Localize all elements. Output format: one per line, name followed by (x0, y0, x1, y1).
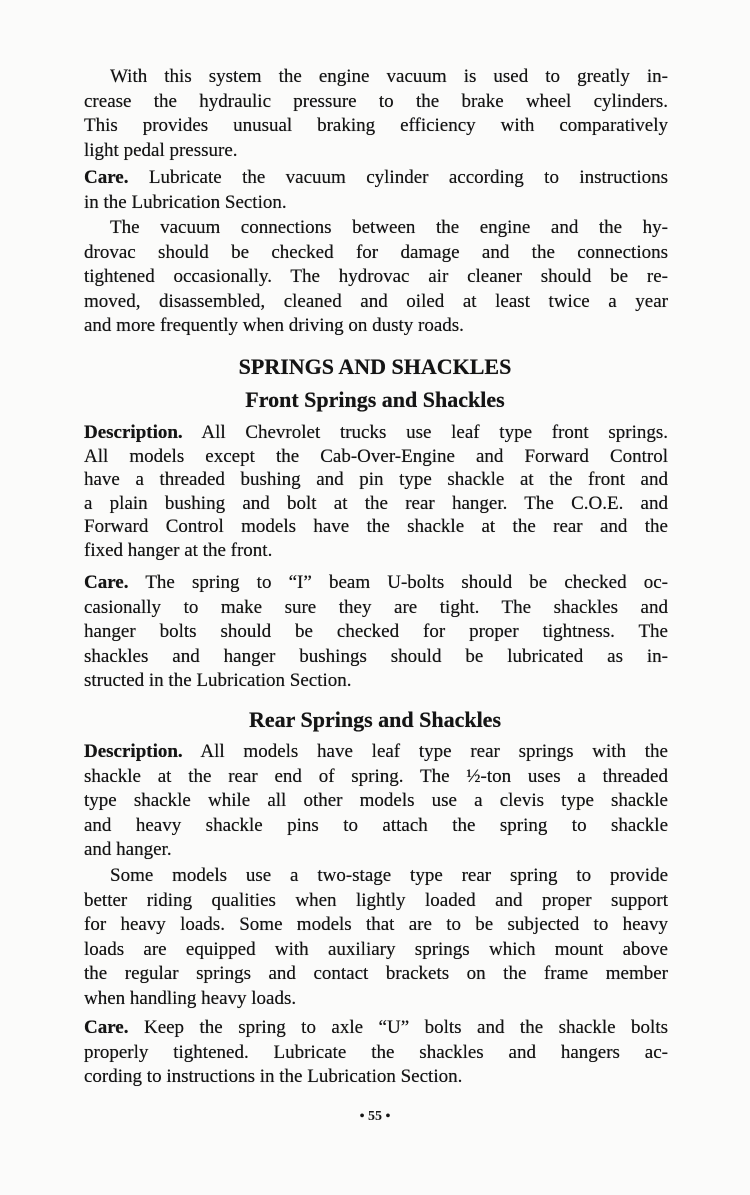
text-line (84, 90, 668, 115)
line-text: type shackle while all other models use a clevis type shackle (84, 790, 668, 811)
line-text: when handling heavy loads. (84, 987, 297, 1009)
paragraph-rear-description (84, 740, 668, 863)
text-line (84, 265, 668, 290)
line-text: light pedal pressure. (84, 139, 238, 161)
text-line (84, 814, 668, 839)
line-text: properly tightened. Lubricate the shackles and hangers ac- (84, 1041, 668, 1063)
line-text: Some models use a two-stage type rear spring to provide (110, 865, 668, 886)
line-text: structed in the Lubrication Section. (84, 670, 352, 691)
text-line (84, 539, 668, 563)
paragraph-rear-care (84, 1016, 668, 1090)
line-text: shackle at the rear end of spring. The ½-ton uses a threaded (84, 765, 668, 787)
line-text: This provides unusual braking efficiency with comparatively (84, 115, 668, 136)
paragraph-front-description (84, 421, 668, 562)
section-heading: SPRINGS AND SHACKLES (238, 354, 512, 379)
line-text: crease the hydraulic pressure to the brake wheel cylinders. (84, 90, 668, 112)
text-line (84, 987, 668, 1012)
paragraph-lead-label: Care. (84, 167, 129, 188)
text-line (84, 139, 668, 164)
line-text: and more frequently when driving on dusty roads. (84, 315, 464, 336)
text-line (84, 216, 668, 241)
text-line (84, 765, 668, 790)
line-text: fixed hanger at the front. (84, 539, 273, 561)
text-line (84, 620, 668, 645)
text-line (84, 889, 668, 914)
line-text: hanger bolts should be checked for proper tightness. The (84, 621, 668, 642)
text-line (84, 515, 668, 539)
paragraph-hydrovac-intro (84, 65, 668, 163)
line-text: better riding qualities when lightly loaded and proper support (84, 889, 668, 911)
line-text: The spring to “I” beam U-bolts should be checked oc- (128, 572, 668, 593)
text-line (84, 913, 668, 938)
text-line (84, 191, 668, 216)
line-text: All models have leaf type rear springs with the (182, 741, 668, 762)
text-line (84, 1041, 668, 1066)
line-text: and heavy shackle pins to attach the spring to shackle (84, 814, 668, 836)
text-line (84, 669, 668, 694)
paragraph-rear-two-stage (84, 864, 668, 1011)
text-line (84, 445, 668, 469)
text-line (84, 789, 668, 814)
text-line (84, 421, 668, 445)
subheading-front-springs: Front Springs and Shackles (245, 387, 505, 412)
line-text: With this system the engine vacuum is used to greatly in- (110, 66, 668, 87)
text-line (84, 571, 668, 596)
line-text: the regular springs and contact brackets on the frame member (84, 963, 668, 984)
line-text: All Chevrolet trucks use leaf type front springs. (182, 422, 668, 443)
line-text: moved, disassembled, cleaned and oiled at least twice a year (84, 290, 668, 312)
line-text: have a threaded bushing and pin type shackle at the front and (84, 469, 668, 490)
line-text: in the Lubrication Section. (84, 191, 287, 213)
line-text: The vacuum connections between the engine and the hy- (110, 217, 668, 238)
text-line (84, 65, 668, 90)
paragraph-lead-label: Care. (84, 1017, 129, 1038)
line-text: loads are equipped with auxiliary springs which mount above (84, 938, 668, 960)
text-line (84, 290, 668, 315)
page-number: • 55 • (359, 1109, 391, 1124)
text-line (84, 838, 668, 863)
paragraph-front-care (84, 571, 668, 694)
line-text: Keep the spring to axle “U” bolts and the shackle bolts (128, 1017, 668, 1038)
line-text: tightened occasionally. The hydrovac air cleaner should be re- (84, 266, 668, 287)
paragraph-lead-label: Description. (84, 422, 183, 443)
line-text: and hanger. (84, 839, 172, 860)
text-line (84, 864, 668, 889)
line-text: cording to instructions in the Lubrication Section. (84, 1066, 463, 1087)
line-text: casionally to make sure they are tight. The shackles and (84, 596, 668, 618)
text-line (84, 314, 668, 339)
text-line (84, 596, 668, 621)
paragraph-hydrovac-care (84, 166, 668, 215)
line-text: drovac should be checked for damage and the connections (84, 241, 668, 263)
line-text: for heavy loads. Some models that are to be subjected to heavy (84, 914, 668, 935)
line-text: Lubricate the vacuum cylinder according to instructions (128, 167, 668, 188)
text-line (84, 740, 668, 765)
paragraph-lead-label: Description. (84, 741, 183, 762)
line-text: a plain bushing and bolt at the rear hanger. The C.O.E. and (84, 492, 668, 514)
text-line (84, 166, 668, 191)
text-line (84, 492, 668, 516)
text-line (84, 1065, 668, 1090)
text-line (84, 1016, 668, 1041)
line-text: All models except the Cab-Over-Engine and Forward Control (84, 445, 668, 467)
text-line (84, 241, 668, 266)
text-line (84, 645, 668, 670)
text-line (84, 962, 668, 987)
paragraph-hydrovac-connections (84, 216, 668, 339)
line-text: shackles and hanger bushings should be lubricated as in- (84, 645, 668, 667)
line-text: Forward Control models have the shackle at the rear and the (84, 516, 668, 537)
text-line (84, 114, 668, 139)
paragraph-lead-label: Care. (84, 572, 129, 593)
text-line (84, 938, 668, 963)
subheading-rear-springs: Rear Springs and Shackles (248, 707, 502, 732)
text-line (84, 468, 668, 492)
